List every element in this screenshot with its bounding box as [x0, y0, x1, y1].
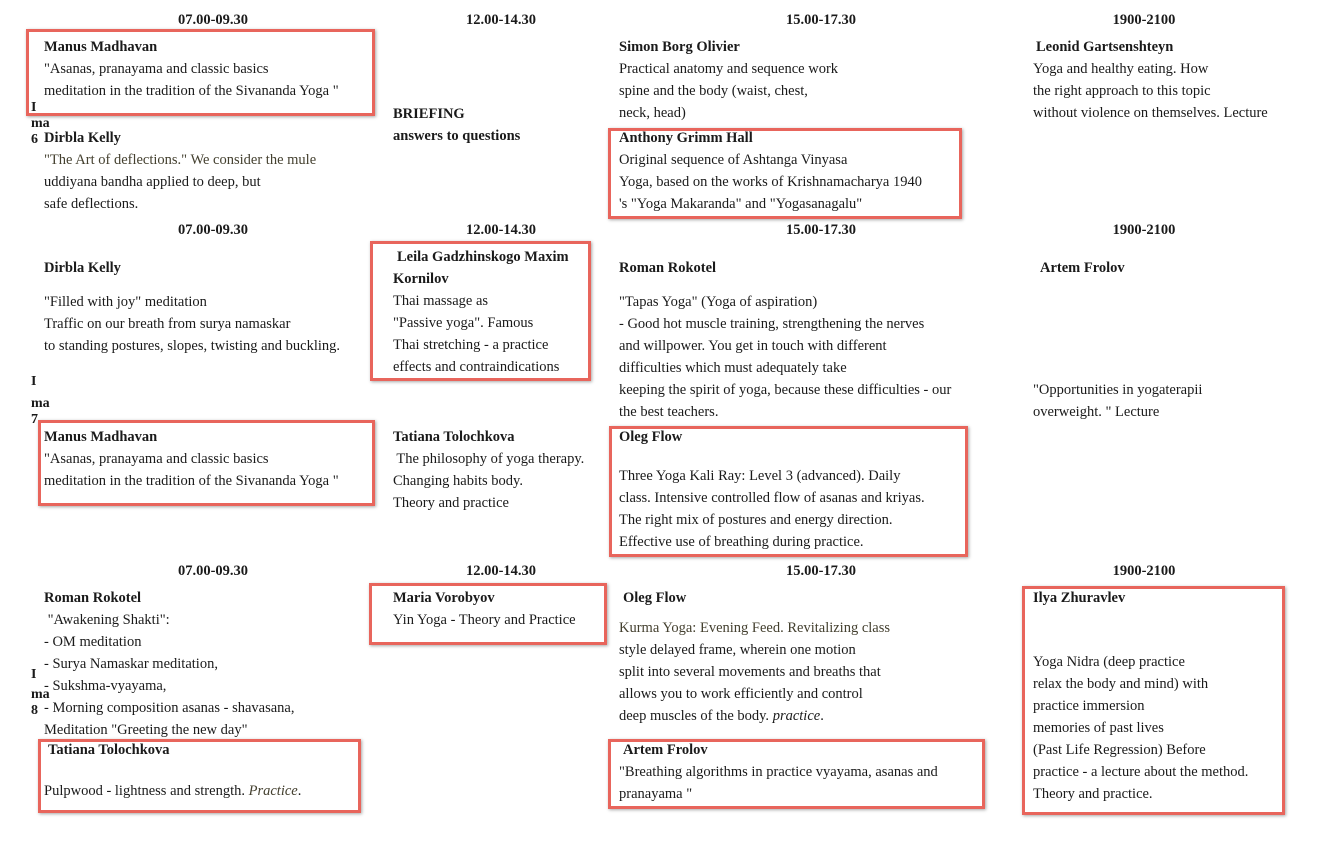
- session-text: Changing habits body.: [393, 473, 523, 489]
- session-text: - Surya Namaskar meditation,: [44, 656, 218, 672]
- highlight-box: [369, 583, 607, 645]
- time-header: 15.00-17.30: [785, 222, 857, 238]
- instructor-name: Dirbla Kelly: [44, 130, 121, 146]
- session-card: [1033, 36, 1268, 124]
- time-header: 15.00-17.30: [785, 563, 857, 579]
- highlight-box: [608, 739, 985, 809]
- session-text: Yoga and healthy eating. How: [1033, 61, 1209, 77]
- day-label-part: ma: [31, 396, 50, 411]
- session-text: meditation in the tradition of the Sivananda Yoga ": [44, 83, 339, 99]
- time-header: 12.00-14.30: [465, 563, 537, 579]
- highlight-box: [609, 426, 968, 557]
- session-text: allows you to work efficiently and control: [619, 686, 863, 702]
- session-text: Theory and practice.: [1033, 786, 1153, 802]
- instructor-name: Manus Madhavan: [44, 429, 158, 445]
- session-text: Original sequence of Ashtanga Vinyasa: [619, 152, 848, 168]
- session-text: difficulties which must adequately take: [619, 360, 847, 376]
- instructor-name: Simon Borg Olivier: [619, 39, 740, 55]
- session-text: Pulpwood - lightness and strength.: [44, 783, 249, 799]
- session-text: neck, head): [619, 105, 686, 121]
- session-text: .: [297, 783, 302, 799]
- session-text: Effective use of breathing during practice.: [619, 534, 864, 550]
- instructor-name: Tatiana Tolochkova: [393, 429, 515, 445]
- session-text: split into several movements and breaths that: [619, 664, 881, 680]
- instructor-name: Roman Rokotel: [619, 260, 717, 276]
- session-text: "Filled with joy" meditation: [44, 294, 207, 310]
- session-text: relax the body and mind) with: [1033, 676, 1209, 692]
- time-header: 12.00-14.30: [465, 222, 537, 238]
- session-title: BRIEFING: [393, 106, 465, 122]
- session-text: "Asanas, pranayama and classic basics: [44, 61, 269, 77]
- instructor-name: Maria Vorobyov: [393, 590, 495, 606]
- session-card: [1040, 257, 1125, 279]
- time-header: 07.00-09.30: [177, 222, 249, 238]
- session-card: [1033, 379, 1202, 423]
- session-text: Thai massage as: [393, 293, 489, 309]
- day-label-part: ma: [31, 687, 50, 702]
- day-label-part: 6: [31, 132, 38, 147]
- session-text: keeping the spirit of yoga, because these difficulties - our: [619, 382, 952, 398]
- time-header: 1900-2100: [1112, 12, 1176, 28]
- session-text: practice immersion: [1033, 698, 1145, 714]
- instructor-name: Roman Rokotel: [44, 590, 142, 606]
- time-header: 07.00-09.30: [177, 12, 249, 28]
- session-text: Yoga, based on the works of Krishnamacharya 1940: [619, 174, 922, 190]
- session-text: overweight. " Lecture: [1033, 404, 1160, 420]
- session-text: practice: [772, 708, 821, 724]
- session-text: Traffic on our breath from surya namaskar: [44, 316, 291, 332]
- session-text: The philosophy of yoga therapy.: [393, 451, 585, 467]
- day-label-part: I: [31, 100, 37, 115]
- day-label-part: ma: [31, 116, 50, 131]
- session-text: to standing postures, slopes, twisting and buckling.: [44, 338, 341, 354]
- time-header: 15.00-17.30: [785, 12, 857, 28]
- session-text: memories of past lives: [1033, 720, 1164, 736]
- session-text: the best teachers.: [619, 404, 719, 420]
- day-label-part: 7: [31, 412, 38, 427]
- session-text: 's "Yoga Makaranda" and "Yogasanagalu": [619, 196, 863, 212]
- session-text: "Awakening Shakti":: [44, 612, 170, 628]
- highlight-box: [26, 29, 375, 116]
- session-text: style delayed frame, wherein one motion: [619, 642, 856, 658]
- session-text: Practical anatomy and sequence work: [619, 61, 839, 77]
- session-text: Meditation "Greeting the new day": [44, 722, 248, 738]
- session-card: [619, 587, 890, 727]
- instructor-name: Ilya Zhuravlev: [1033, 590, 1126, 606]
- day-label-part: 8: [31, 703, 38, 718]
- session-text: The right mix of postures and energy direction.: [619, 512, 893, 528]
- highlight-box: [608, 128, 962, 219]
- highlight-box: [38, 420, 375, 506]
- session-text: the right approach to this topic: [1033, 83, 1211, 99]
- session-text: (Past Life Regression) Before: [1033, 742, 1206, 758]
- instructor-name: Oleg Flow: [619, 429, 683, 445]
- session-card: [393, 426, 584, 514]
- session-text: Kurma Yoga: Evening Feed. Revitalizing class: [619, 620, 891, 636]
- instructor-name: Dirbla Kelly: [44, 260, 121, 276]
- instructor-name: Leila Gadzhinskogo Maxim: [397, 249, 569, 265]
- day-label-part: I: [31, 374, 37, 389]
- session-text: "Passive yoga". Famous: [393, 315, 534, 331]
- day-label-part: I: [31, 667, 37, 682]
- session-text: class. Intensive controlled flow of asanas and kriyas.: [619, 490, 925, 506]
- session-text: safe deflections.: [44, 196, 139, 212]
- instructor-name: Manus Madhavan: [44, 39, 158, 55]
- instructor-name: Leonid Gartsenshteyn: [1036, 39, 1174, 55]
- time-header: 12.00-14.30: [465, 12, 537, 28]
- instructor-name: Kornilov: [393, 271, 449, 287]
- session-text: Thai stretching - a practice: [393, 337, 549, 353]
- session-text: - OM meditation: [44, 634, 142, 650]
- session-text: - Good hot muscle training, strengthening the nerves: [619, 316, 925, 332]
- session-text: "Opportunities in yogaterapii: [1033, 382, 1203, 398]
- session-text: pranayama ": [619, 786, 693, 802]
- instructor-name: Tatiana Tolochkova: [48, 742, 170, 758]
- session-text: Yin Yoga - Theory and Practice: [393, 612, 576, 628]
- session-card: [44, 257, 340, 357]
- session-text: - Morning composition asanas - shavasana,: [44, 700, 295, 716]
- session-text: spine and the body (waist, chest,: [619, 83, 808, 99]
- instructor-name: Oleg Flow: [623, 590, 687, 606]
- highlight-box: [370, 241, 591, 381]
- session-card: [44, 127, 316, 215]
- session-text: .: [820, 708, 824, 724]
- session-text: "Tapas Yoga" (Yoga of aspiration): [619, 294, 818, 310]
- session-text: meditation in the tradition of the Sivananda Yoga ": [44, 473, 339, 489]
- session-card: [619, 36, 838, 124]
- session-text: effects and contraindications: [393, 359, 560, 375]
- session-text: "Asanas, pranayama and classic basics: [44, 451, 269, 467]
- time-header: 1900-2100: [1112, 563, 1176, 579]
- session-text: deep muscles of the body.: [619, 708, 773, 724]
- session-card: [619, 257, 951, 423]
- session-text: and willpower. You get in touch with different: [619, 338, 887, 354]
- session-text: answers to questions: [393, 128, 521, 144]
- session-card: [44, 587, 294, 741]
- session-text: - Sukshma-vyayama,: [44, 678, 167, 694]
- session-text: Three Yoga Kali Ray: Level 3 (advanced). Daily: [619, 468, 901, 484]
- session-text: uddiyana bandha applied to deep, but: [44, 174, 261, 190]
- session-text: Yoga Nidra (deep practice: [1033, 654, 1185, 670]
- session-text: practice - a lecture about the method.: [1033, 764, 1249, 780]
- session-text: "Breathing algorithms in practice vyayama, asanas and: [619, 764, 938, 780]
- day-label: [31, 371, 50, 427]
- time-header: 1900-2100: [1112, 222, 1176, 238]
- session-text: Practice: [248, 783, 298, 799]
- session-text: "The Art of deflections." We consider the mule: [44, 152, 317, 168]
- instructor-name: Anthony Grimm Hall: [619, 130, 753, 146]
- session-card: [393, 103, 520, 147]
- highlight-box: [38, 739, 361, 813]
- session-text: Theory and practice: [393, 495, 509, 511]
- instructor-name: Artem Frolov: [1040, 260, 1125, 276]
- instructor-name: Artem Frolov: [623, 742, 708, 758]
- highlight-box: [1022, 586, 1285, 815]
- time-header: 07.00-09.30: [177, 563, 249, 579]
- session-text: without violence on themselves. Lecture: [1033, 105, 1268, 121]
